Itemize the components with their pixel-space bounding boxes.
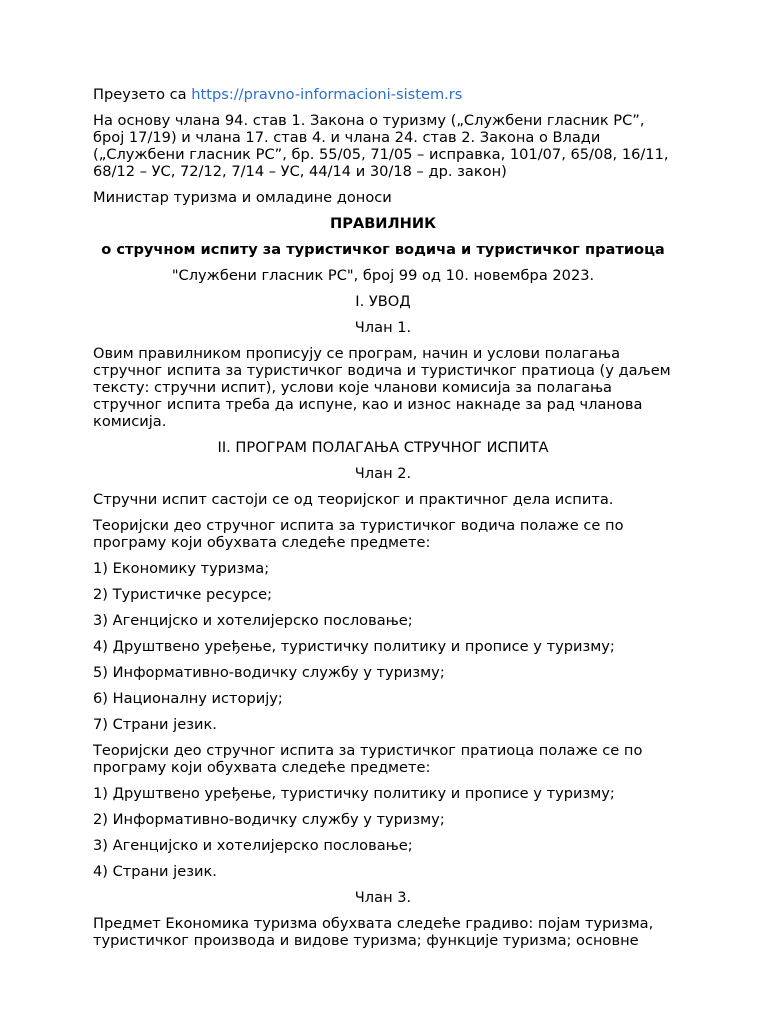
section-1-heading: I. УВОД <box>355 293 411 310</box>
article-2-intro: Стручни испит састоји се од теоријског и практичног дела испита. <box>93 491 614 508</box>
gazette-reference: "Службени гласник РС", број 99 од 10. новембра 2023. <box>171 267 595 284</box>
source-link[interactable]: https://pravno-informacioni-sistem.rs <box>191 86 463 103</box>
issuer-line: Министар туризма и омладине доноси <box>93 189 392 206</box>
source-line <box>93 86 673 103</box>
list-item: 2) Туристичке ресурсе; <box>93 586 273 603</box>
list-item: 3) Агенцијско и хотелијерско пословање; <box>93 612 413 629</box>
article-1-text: Овим правилником прописују се програм, начин и услови полагања стручног испита за туристичког водича и туристичког пратиоца (у даљем тексту: стручни испит), услови које чланови комисија за полагања стручног испита треба да испуне, као и износ накнаде за рад чланова комисија. <box>93 345 671 430</box>
article-2-heading: Члан 2. <box>354 465 412 482</box>
article-1-heading: Члан 1. <box>354 319 412 336</box>
source-prefix: Преузето са <box>93 86 192 103</box>
list-item: 5) Информативно-водичку службу у туризму; <box>93 664 445 681</box>
article-3-text: Предмет Економика туризма обухвата следеће градиво: појам туризма, туристичког производа и видове туризма; функције туризма; основне <box>93 915 654 949</box>
article-3-heading: Члан 3. <box>354 889 412 906</box>
list-item: 4) Друштвено уређење, туристичку политику и прописе у туризму; <box>93 638 615 655</box>
list-item: 2) Информативно-водичку службу у туризму; <box>93 811 445 828</box>
guide-subjects-intro: Теоријски део стручног испита за туристичког водича полаже се по програму који обухвата следеће предмете: <box>93 517 624 551</box>
document-page <box>93 86 673 958</box>
preamble: На основу члана 94. став 1. Закона о туризму („Службени гласник РС”, број 17/19) и члана 17. став 4. и члана 24. став 2. Закона о Влади („Службени гласник РС”, бр. 55/05, 71/05 – исправка, 101/07, 65/08, 16/11, 68/12 – УС, 72/12, 7/14 – УС, 44/14 и 30/18 – др. закон) <box>93 112 669 180</box>
document-title: о стручном испиту за туристичког водича и туристичког пратиоца <box>101 241 665 258</box>
escort-subjects-intro: Теоријски део стручног испита за туристичког пратиоца полаже се по програму који обухвата следеће предмете: <box>93 742 643 776</box>
list-item: 3) Агенцијско и хотелијерско пословање; <box>93 837 413 854</box>
list-item: 1) Економику туризма; <box>93 560 270 577</box>
list-item: 6) Националну историју; <box>93 690 283 707</box>
list-item: 7) Страни језик. <box>93 716 217 733</box>
list-item: 1) Друштвено уређење, туристичку политику и прописе у туризму; <box>93 785 615 802</box>
document-type: ПРАВИЛНИК <box>329 215 437 232</box>
section-2-heading: II. ПРОГРАМ ПОЛАГАЊА СТРУЧНОГ ИСПИТА <box>217 439 549 456</box>
list-item: 4) Страни језик. <box>93 863 217 880</box>
